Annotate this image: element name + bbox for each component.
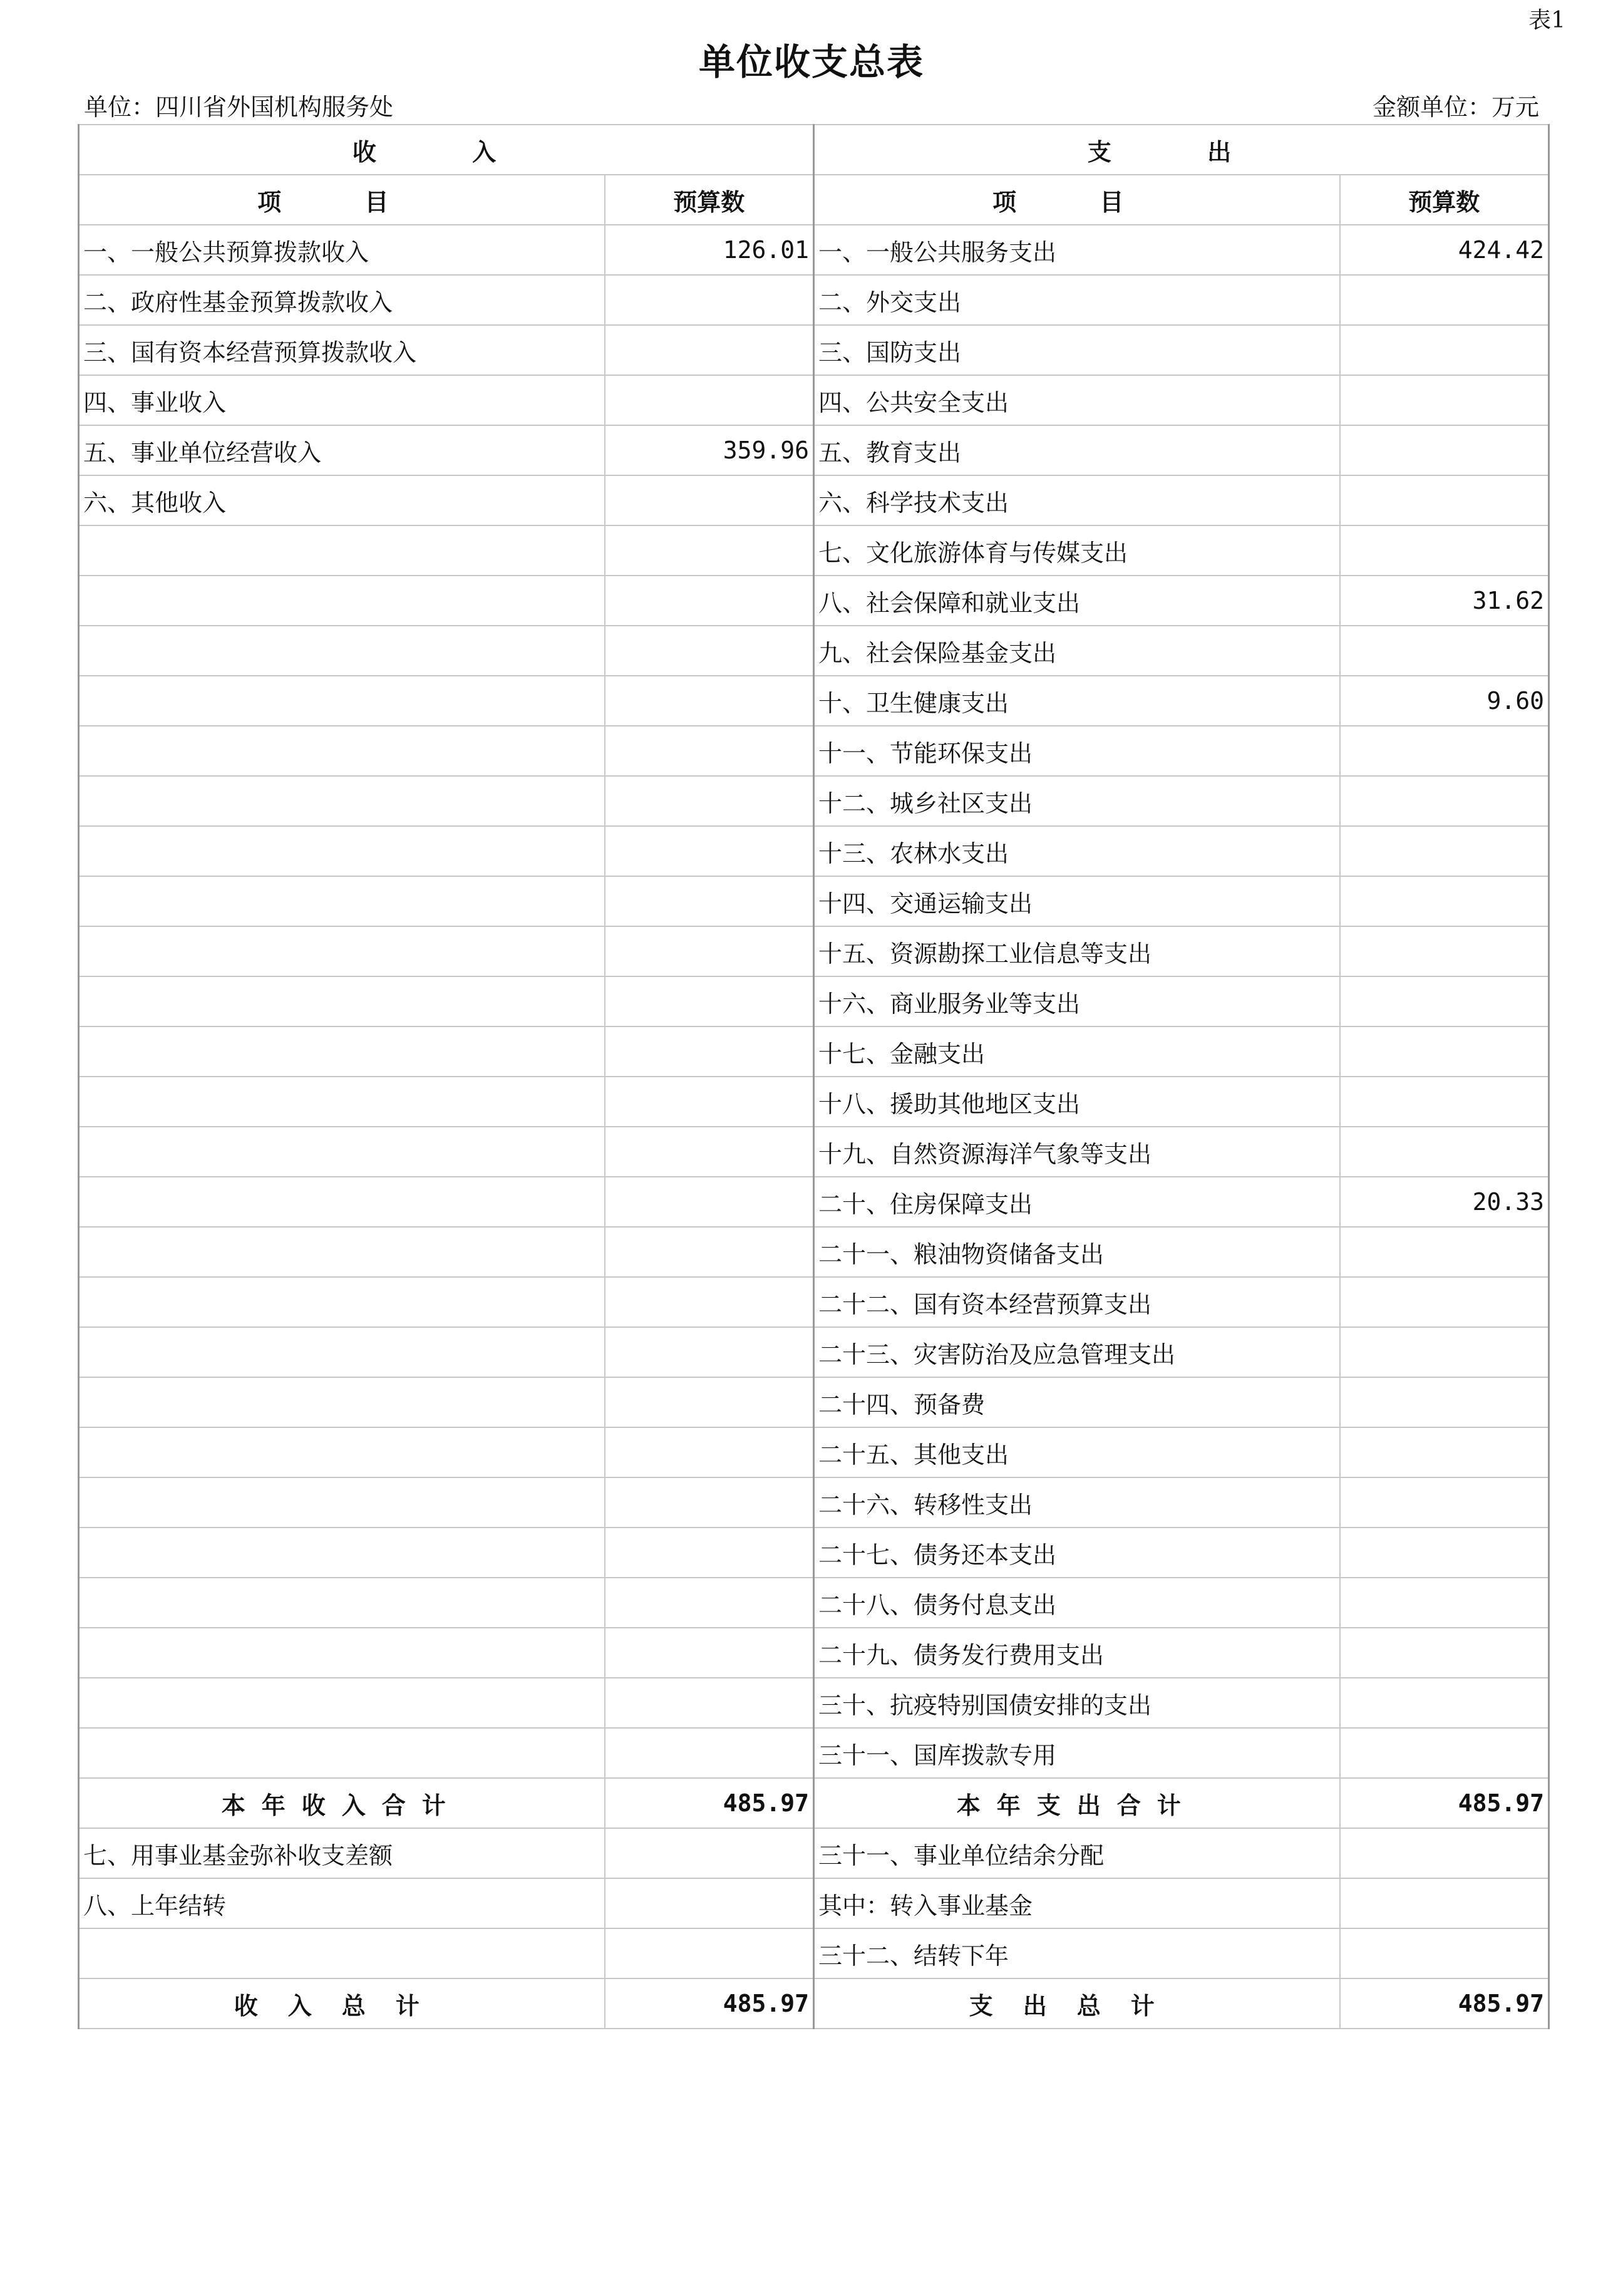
income-amount: [605, 1077, 814, 1127]
income-item: [79, 1077, 605, 1127]
table-row: [79, 1026, 1549, 1077]
table-row: [79, 1928, 1549, 1978]
expense-amount: [1340, 926, 1549, 976]
expense-amount: [1340, 275, 1549, 325]
section-header-row: [79, 125, 1549, 175]
expense-amount: [1340, 1928, 1549, 1978]
income-amount: [605, 525, 814, 576]
income-item: [79, 826, 605, 876]
grand-total-row: [79, 1978, 1549, 2029]
table-row: [79, 876, 1549, 926]
income-item: [79, 1026, 605, 1077]
expense-item: 三十一、事业单位结余分配: [814, 1828, 1340, 1878]
income-amount: [605, 1878, 814, 1928]
expense-amount: [1340, 1728, 1549, 1778]
expense-item: 七、文化旅游体育与传媒支出: [814, 525, 1340, 576]
table-row: [79, 1628, 1549, 1678]
income-item: 五、事业单位经营收入: [79, 425, 605, 475]
income-amount: [605, 1026, 814, 1077]
expense-item: 二、外交支出: [814, 275, 1340, 325]
expense-section-header: 支 出: [814, 125, 1549, 175]
table-row: [79, 726, 1549, 776]
expense-amount: [1340, 1077, 1549, 1127]
income-amount: [605, 826, 814, 876]
table-row: [79, 1177, 1549, 1227]
income-amount: [605, 1828, 814, 1878]
income-item: [79, 1578, 605, 1628]
table-row: [79, 576, 1549, 626]
income-item: 二、政府性基金预算拨款收入: [79, 275, 605, 325]
expense-item: 二十五、其他支出: [814, 1427, 1340, 1477]
income-item: 六、其他收入: [79, 475, 605, 525]
income-amount: [605, 976, 814, 1026]
income-item: 八、上年结转: [79, 1878, 605, 1928]
income-item: [79, 1427, 605, 1477]
expense-amount: [1340, 876, 1549, 926]
expense-item: 十五、资源勘探工业信息等支出: [814, 926, 1340, 976]
income-amount: [605, 676, 814, 726]
year-income-total-amount: 485.97: [605, 1778, 814, 1828]
income-item: 一、一般公共预算拨款收入: [79, 225, 605, 275]
income-item: [79, 1678, 605, 1728]
expense-item: 八、社会保障和就业支出: [814, 576, 1340, 626]
expense-item: 三十二、结转下年: [814, 1928, 1340, 1978]
expense-amount: [1340, 1628, 1549, 1678]
expense-item: 十八、援助其他地区支出: [814, 1077, 1340, 1127]
page-title: 单位收支总表: [698, 41, 924, 83]
expense-grand-total-label: 支出总计: [814, 1978, 1340, 2029]
income-item: [79, 926, 605, 976]
income-item: [79, 1928, 605, 1978]
expense-item: 三十一、国库拨款专用: [814, 1728, 1340, 1778]
expense-item: 四、公共安全支出: [814, 375, 1340, 425]
table-row: [79, 1528, 1549, 1578]
table-row: [79, 1327, 1549, 1377]
income-item: [79, 1177, 605, 1227]
income-amount: [605, 1578, 814, 1628]
expense-item: 十三、农林水支出: [814, 826, 1340, 876]
expense-item: 十二、城乡社区支出: [814, 776, 1340, 826]
expense-item: 二十六、转移性支出: [814, 1477, 1340, 1528]
expense-item: 其中：转入事业基金: [814, 1878, 1340, 1928]
income-item: [79, 1377, 605, 1427]
income-item: [79, 876, 605, 926]
expense-amount: 424.42: [1340, 225, 1549, 275]
income-grand-total-label: 收入总计: [79, 1978, 605, 2029]
table-row: [79, 976, 1549, 1026]
expense-amount: 20.33: [1340, 1177, 1549, 1227]
income-amount: [605, 626, 814, 676]
income-section-header: 收 入: [79, 125, 814, 175]
income-item: [79, 576, 605, 626]
income-amount: [605, 1377, 814, 1427]
table-row: [79, 1427, 1549, 1477]
table-row: [79, 1578, 1549, 1628]
expense-amount: [1340, 726, 1549, 776]
income-grand-total-amount: 485.97: [605, 1978, 814, 2029]
form-number: 表1: [1528, 8, 1565, 33]
table-row: [79, 1828, 1549, 1878]
income-item: [79, 776, 605, 826]
expense-amount: [1340, 1227, 1549, 1277]
budget-table-body: [79, 125, 1549, 2029]
expense-item: 十四、交通运输支出: [814, 876, 1340, 926]
income-amount: [605, 1928, 814, 1978]
expense-amount: [1340, 1277, 1549, 1327]
table-row: [79, 1377, 1549, 1427]
year-income-total-label: 本年收入合计: [79, 1778, 605, 1828]
table-row: [79, 525, 1549, 576]
income-amount: [605, 1477, 814, 1528]
expense-item: 二十一、粮油物资储备支出: [814, 1227, 1340, 1277]
income-amount: 126.01: [605, 225, 814, 275]
table-row: [79, 676, 1549, 726]
expense-amount: [1340, 1828, 1549, 1878]
income-amount: [605, 776, 814, 826]
table-row: [79, 425, 1549, 475]
income-item: [79, 676, 605, 726]
expense-item: 二十四、预备费: [814, 1377, 1340, 1427]
table-row: [79, 1227, 1549, 1277]
income-item: [79, 726, 605, 776]
expense-item: 十七、金融支出: [814, 1026, 1340, 1077]
expense-grand-total-amount: 485.97: [1340, 1978, 1549, 2029]
expense-amount: [1340, 1528, 1549, 1578]
expense-item: 三、国防支出: [814, 325, 1340, 375]
income-amount: [605, 375, 814, 425]
table-row: [79, 1678, 1549, 1728]
column-header-row: [79, 175, 1549, 225]
expense-item: 二十二、国有资本经营预算支出: [814, 1277, 1340, 1327]
income-amount: [605, 1728, 814, 1778]
income-amount: [605, 1528, 814, 1578]
year-expense-total-label: 本年支出合计: [814, 1778, 1340, 1828]
expense-amount: [1340, 525, 1549, 576]
expense-item: 十、卫生健康支出: [814, 676, 1340, 726]
expense-amount: [1340, 375, 1549, 425]
expense-item: 三十、抗疫特别国债安排的支出: [814, 1678, 1340, 1728]
expense-amount: [1340, 1026, 1549, 1077]
income-item: [79, 626, 605, 676]
income-item-header: 项 目: [79, 175, 605, 225]
table-row: [79, 926, 1549, 976]
expense-amount: [1340, 626, 1549, 676]
expense-amount: [1340, 1377, 1549, 1427]
income-item: 三、国有资本经营预算拨款收入: [79, 325, 605, 375]
table-row: [79, 275, 1549, 325]
expense-item: 二十九、债务发行费用支出: [814, 1628, 1340, 1678]
income-amount: [605, 1427, 814, 1477]
income-amount: [605, 1227, 814, 1277]
expense-amount: [1340, 1427, 1549, 1477]
expense-item: 六、科学技术支出: [814, 475, 1340, 525]
expense-item: 五、教育支出: [814, 425, 1340, 475]
income-amount: [605, 1127, 814, 1177]
table-row: [79, 1728, 1549, 1778]
expense-amount: [1340, 325, 1549, 375]
table-row: [79, 225, 1549, 275]
table-row: [79, 325, 1549, 375]
income-item: [79, 1127, 605, 1177]
expense-budget-header: 预算数: [1340, 175, 1549, 225]
year-expense-total-amount: 485.97: [1340, 1778, 1549, 1828]
year-total-row: [79, 1778, 1549, 1828]
income-item: 四、事业收入: [79, 375, 605, 425]
expense-amount: [1340, 1327, 1549, 1377]
income-amount: [605, 926, 814, 976]
income-item: [79, 1277, 605, 1327]
expense-item: 九、社会保险基金支出: [814, 626, 1340, 676]
income-amount: [605, 726, 814, 776]
expense-item: 二十三、灾害防治及应急管理支出: [814, 1327, 1340, 1377]
expense-amount: [1340, 1477, 1549, 1528]
income-amount: [605, 475, 814, 525]
table-row: [79, 626, 1549, 676]
table-row: [79, 475, 1549, 525]
expense-amount: [1340, 475, 1549, 525]
expense-amount: 31.62: [1340, 576, 1549, 626]
expense-item: 二十、住房保障支出: [814, 1177, 1340, 1227]
table-row: [79, 375, 1549, 425]
table-row: [79, 1127, 1549, 1177]
budget-table: [78, 124, 1550, 2029]
income-item: [79, 976, 605, 1026]
table-row: [79, 826, 1549, 876]
income-amount: [605, 1277, 814, 1327]
income-amount: [605, 1628, 814, 1678]
income-item: 七、用事业基金弥补收支差额: [79, 1828, 605, 1878]
expense-amount: [1340, 1127, 1549, 1177]
amount-unit: 金额单位：万元: [1372, 93, 1539, 121]
income-item: [79, 525, 605, 576]
unit-name: 单位：四川省外国机构服务处: [84, 93, 394, 121]
expense-amount: [1340, 826, 1549, 876]
income-amount: [605, 1678, 814, 1728]
expense-item: 十九、自然资源海洋气象等支出: [814, 1127, 1340, 1177]
expense-amount: 9.60: [1340, 676, 1549, 726]
expense-item-header: 项 目: [814, 175, 1340, 225]
expense-item: 十一、节能环保支出: [814, 726, 1340, 776]
income-amount: 359.96: [605, 425, 814, 475]
income-amount: [605, 876, 814, 926]
income-amount: [605, 325, 814, 375]
income-item: [79, 1327, 605, 1377]
expense-item: 二十七、债务还本支出: [814, 1528, 1340, 1578]
expense-amount: [1340, 776, 1549, 826]
expense-amount: [1340, 976, 1549, 1026]
expense-item: 一、一般公共服务支出: [814, 225, 1340, 275]
income-amount: [605, 1177, 814, 1227]
income-item: [79, 1528, 605, 1578]
expense-item: 十六、商业服务业等支出: [814, 976, 1340, 1026]
income-amount: [605, 1327, 814, 1377]
income-item: [79, 1728, 605, 1778]
income-budget-header: 预算数: [605, 175, 814, 225]
expense-amount: [1340, 1578, 1549, 1628]
table-row: [79, 1477, 1549, 1528]
expense-amount: [1340, 1878, 1549, 1928]
expense-amount: [1340, 425, 1549, 475]
income-item: [79, 1628, 605, 1678]
table-row: [79, 1277, 1549, 1327]
income-item: [79, 1227, 605, 1277]
income-amount: [605, 275, 814, 325]
expense-amount: [1340, 1678, 1549, 1728]
expense-item: 二十八、债务付息支出: [814, 1578, 1340, 1628]
income-item: [79, 1477, 605, 1528]
income-amount: [605, 576, 814, 626]
table-row: [79, 776, 1549, 826]
table-row: [79, 1878, 1549, 1928]
table-row: [79, 1077, 1549, 1127]
